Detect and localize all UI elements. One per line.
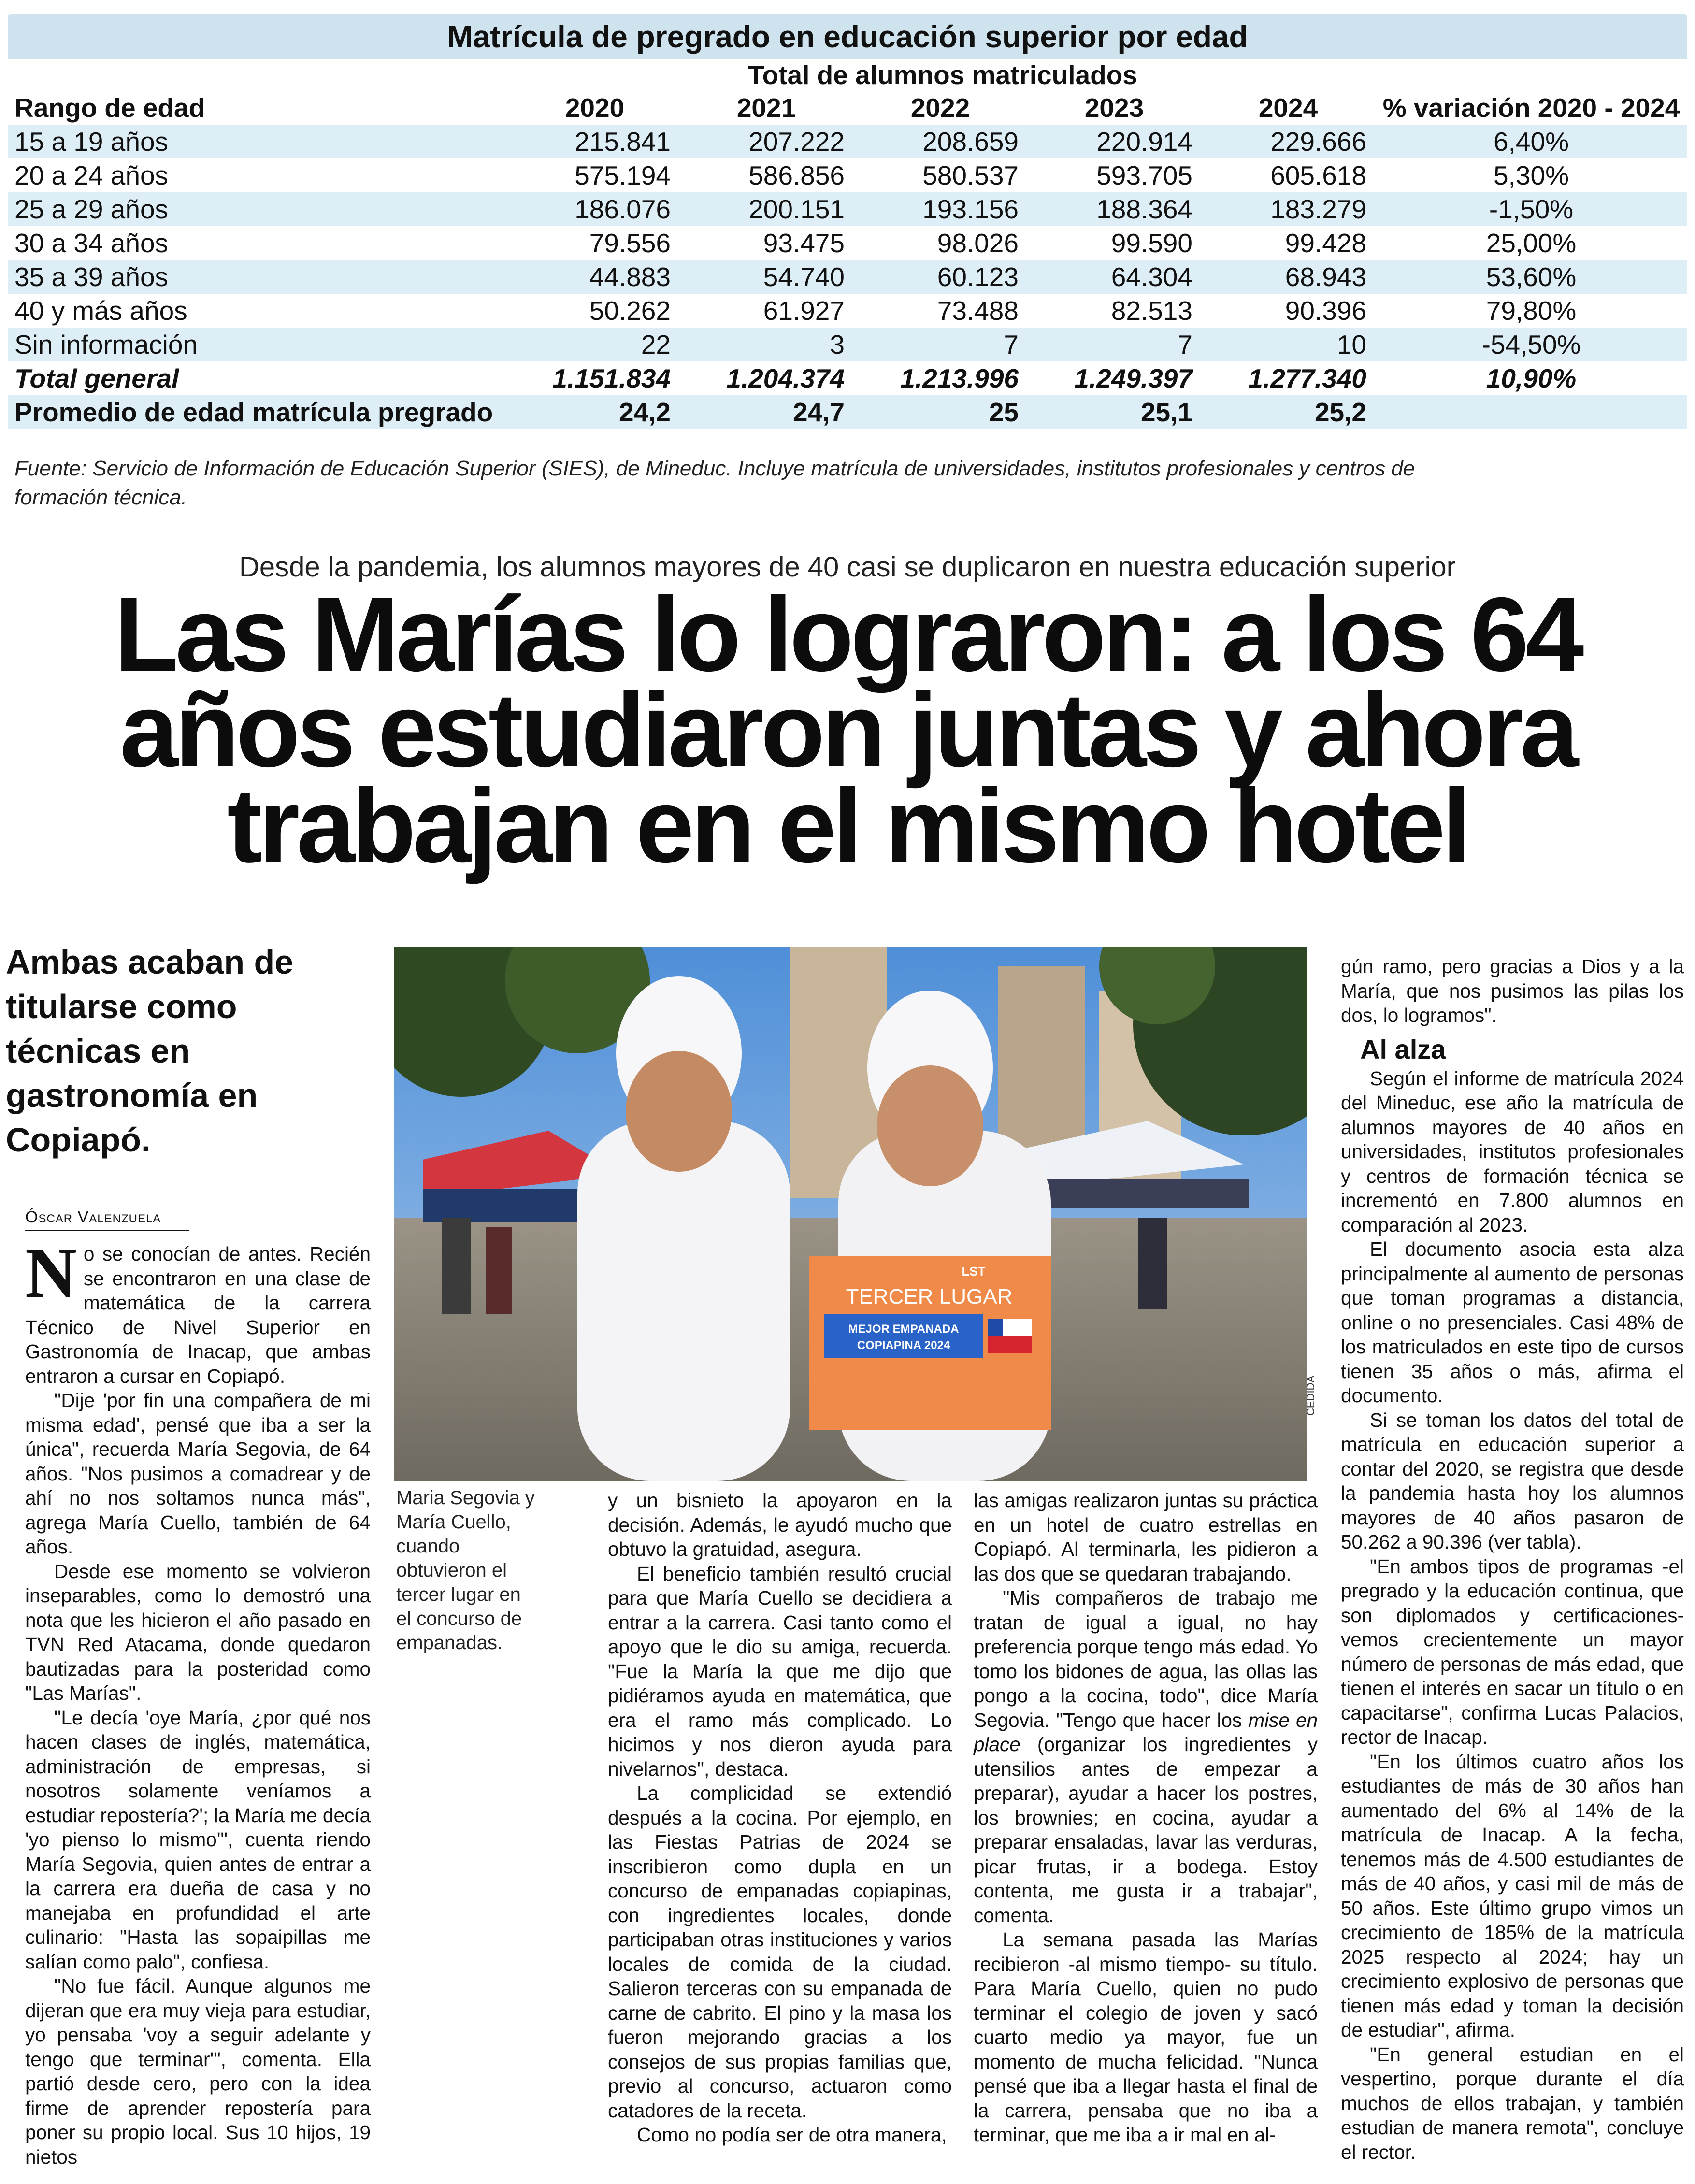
value-cell: 580.537 (922, 160, 1019, 190)
value-cell: 50.262 (589, 296, 671, 326)
value-cell: 98.026 (937, 228, 1019, 258)
paragraph: "En los últimos cuatro años los estudiantes de más de 30 años han aumentado del 6% al 14% de la matrícula de Inacap. A la fecha, tenemos más de 4.500 estudiantes de más de 40 años, y casi mil de más de 50 años. Este último grupo vimos un crecimiento de 185% de la matrícula 2025 respecto al 2024; hay un crecimiento explosivo de personas que tienen más edad y toman la decisión de estudiar", afirma. (1341, 1750, 1684, 2041)
photo-caption: Maria Segovia y María Cuello, cuando obtuvieron el tercer lugar en el concurso de empanadas. (396, 1487, 535, 1653)
table-row (8, 192, 1687, 226)
value-cell: 7 (1027, 328, 1201, 361)
column-header: Rango de edad (14, 93, 205, 123)
sign-copiapina: COPIAPINA 2024 (857, 1339, 950, 1352)
italic-term: mise en place (974, 1709, 1318, 1755)
paragraph: El documento asocia esta alza principalmente al aumento de personas que toman programas a distancia, online o no presenciales. Casi 48% de los matriculados en este tipo de cursos tienen 35 años o más, afirma el documento. (1341, 1238, 1684, 1407)
paragraph: "En general estudian en el vespertino, porque durante el día muchos de ellos trabajan, y también estudian de manera remota", concluye el rector. (1341, 2043, 1684, 2163)
table-title: Matrícula de pregrado en educación superior por edad (8, 14, 1687, 59)
table-row (8, 125, 1687, 158)
byline-rule (25, 1230, 189, 1231)
table-row (8, 328, 1687, 361)
age-range-cell: 20 a 24 años (14, 160, 169, 190)
value-cell: 10 (1201, 328, 1375, 361)
column-header: 2024 (1258, 93, 1318, 123)
table-row (8, 294, 1687, 328)
paragraph (974, 1586, 1318, 1927)
value-cell: 188.364 (1027, 192, 1201, 226)
paragraph: las amigas realizaron juntas su práctica en un hotel de cuatro estrellas en Copiapó. Al terminarla, les pidieron a las dos que se quedaran trabajando. (974, 1489, 1318, 1585)
table-row (8, 158, 1687, 192)
paragraph: La semana pasada las Marías recibieron -al mismo tiempo- su título. Para María Cuello, quien no pudo terminar el colegio de joven y sacó cuarto medio ya mayor, fue un momento de mucha felicidad. "Nunca pensé que iba a llegar hasta el final de la carrera, pensaba que no iba a terminar, que me iba a ir mal en al- (974, 1928, 1318, 2146)
total-cell: 1.213.996 (900, 363, 1019, 393)
table-header-row (8, 91, 1687, 125)
section-subhead: Al alza (1360, 1034, 1446, 1064)
value-cell: 186.076 (510, 192, 679, 226)
paragraph: Según el informe de matrícula 2024 del Mineduc, ese año la matrícula de alumnos mayores de 40 años en universidades, institutos profesionales y centros de formación técnica se incrementó en 7.800 alumnos en comparación al 2023. (1341, 1067, 1684, 1236)
age-range-cell: Sin información (8, 328, 510, 361)
enrollment-table (8, 14, 1687, 429)
value-cell: 82.513 (1111, 296, 1192, 326)
value-cell: 3 (679, 328, 853, 361)
sign-tercer-lugar: TERCER LUGAR (846, 1285, 1013, 1308)
column-header: 2022 (910, 93, 970, 123)
value-cell: 22 (510, 328, 679, 361)
paragraph: "En ambos tipos de programas -el pregrado y la educación continua, que son diplomados y certificaciones- vemos crecientemente un mayor número de personas de más edad, que tienen el interés en sacar un título o en capacitarse", confirma Lucas Palacios, rector de Inacap. (1341, 1555, 1684, 1748)
average-cell: 25,2 (1201, 395, 1375, 429)
average-cell: 25,1 (1027, 395, 1201, 429)
table-subheader: Total de alumnos matriculados (748, 60, 1137, 90)
table-source-note: Fuente: Servicio de Información de Educación Superior (SIES), de Mineduc. Incluye matrícula de universidades, institutos profesionales y centros de formación técnica. (14, 457, 1415, 509)
article-deck: Ambas acaban de titularse como técnicas en gastronomía en Copiapó. (6, 943, 294, 1159)
value-cell: 64.304 (1027, 260, 1201, 294)
paragraph: Desde ese momento se volvieron inseparables, como lo demostró una nota que les hicieron el año pasado en TVN Red Atacama, donde quedaron bautizadas para la posteridad como "Las Marías". (25, 1560, 371, 1704)
paragraph: y un bisnieto la apoyaron en la decisión. Además, le ayudó mucho que obtuvo la gratuidad, asegura. (608, 1489, 952, 1560)
value-cell: 207.222 (679, 125, 853, 158)
paragraph: "Le decía 'oye María, ¿por qué nos hacen clases de inglés, matemática, administración de empresas, si nosotros solamente veníamos a estudiar repostería?'; la María me decía 'yo pienso lo mismo'", cuenta riendo María Segovia, quien antes de entrar a la carrera era dueña de casa y no manejaba en profundidad el arte culinario: "Hasta las sopaipillas me salían como palo", confiesa. (25, 1706, 371, 1973)
total-cell: 1.277.340 (1248, 363, 1367, 393)
paragraph: El beneficio también resultó crucial para que María Cuello se decidiera a entrar a la carrera. Casi tanto como el apoyo que le dio su amiga, recuerda. "Fue la María la que me dijo que pidiéramos ayuda en matemática, que era el ramo más complicado. Lo hicimos y nos dieron ayuda para nivelarnos", destaca. (608, 1562, 952, 1780)
table-average-row (8, 395, 1687, 429)
paragraph: gún ramo, pero gracias a Dios y a la María, que nos pusimos las pilas los dos, lo logramos". (1341, 955, 1684, 1026)
article-kicker: Desde la pandemia, los alumnos mayores de 40 casi se duplicaron en nuestra educación superior (239, 551, 1456, 583)
value-cell: 593.705 (1096, 160, 1192, 190)
value-cell: 44.883 (510, 260, 679, 294)
paragraph: "Dije 'por fin una compañera de mi misma edad', pensé que iba a ser la única", recuerda María Segovia, de 64 años. "Nos pusimos a comadrear y de ahí no nos soltamos nunca más", agrega María Cuello, también de 64 años. (25, 1389, 371, 1558)
value-cell: 99.590 (1111, 228, 1192, 258)
value-cell: 99.428 (1285, 228, 1367, 258)
age-range-cell: 15 a 19 años (8, 125, 510, 158)
value-cell: 54.740 (679, 260, 853, 294)
article-headline: Las Marías lo lograron: a los 64 años estudiaron juntas y ahora trabajan en el mismo hotel (114, 576, 1581, 885)
body-column-2 (608, 1488, 952, 2147)
variation-cell: -1,50% (1375, 192, 1687, 226)
value-cell: 229.666 (1201, 125, 1375, 158)
total-cell: 1.151.834 (552, 363, 671, 393)
variation-cell: 6,40% (1375, 125, 1687, 158)
paragraph-text: o se conocían de antes. Recién se encontraron en una clase de matemática de la carrera Técnico de Nivel Superior en Gastronomía de Inacap, que ambas entraron a cursar en Copiapó. (25, 1243, 371, 1387)
value-cell: 220.914 (1027, 125, 1201, 158)
total-cell: 1.249.397 (1074, 363, 1192, 393)
sign-mejor-empanada: MEJOR EMPANADA (848, 1322, 959, 1336)
value-cell: 193.156 (853, 192, 1027, 226)
sign-logo: LST (962, 1264, 986, 1279)
table-grid (8, 59, 1687, 429)
average-cell: 24,7 (679, 395, 853, 429)
paragraph-text: (organizar los ingredientes y utensilios antes de empezar a preparar), ayudar a hacer los postres, los brownies; en cocina, ayudar a preparar ensaladas, lavar las verduras, picar frutas, ir a bodega. Estoy contenta, me gusta ir a trabajar", comenta. (974, 1733, 1318, 1926)
photo-illustration (394, 947, 1307, 1481)
value-cell: 61.927 (763, 296, 845, 326)
value-cell: 90.396 (1285, 296, 1367, 326)
column-header: % variación 2020 - 2024 (1382, 93, 1680, 123)
paragraph: Como no podía ser de otra manera, (637, 2124, 947, 2146)
value-cell: 79.556 (589, 228, 671, 258)
table-row (8, 260, 1687, 294)
value-cell: 60.123 (853, 260, 1027, 294)
column-header: 2021 (736, 93, 796, 123)
article-photo (394, 947, 1307, 1481)
paragraph-text: "Mis compañeros de trabajo me tratan de igual a igual, no hay preferencia porque tengo más edad. Yo tomo los bidones de agua, las ollas las pongo a la cocina, todo", dice María Segovia. "Tengo que hacer los (974, 1587, 1318, 1731)
age-range-cell: 25 a 29 años (8, 192, 510, 226)
body-column-4 (1341, 954, 1684, 2164)
drop-cap: N (25, 1234, 77, 1313)
total-variation-cell: 10,90% (1486, 363, 1577, 393)
variation-cell: -54,50% (1375, 328, 1687, 361)
column-header: 2023 (1084, 93, 1144, 123)
value-cell: 68.943 (1201, 260, 1375, 294)
average-cell: 24,2 (510, 395, 679, 429)
total-cell: 1.204.374 (726, 363, 845, 393)
variation-cell: 25,00% (1486, 228, 1577, 258)
value-cell: 73.488 (937, 296, 1019, 326)
total-label: Total general (14, 363, 179, 393)
column-header: 2020 (565, 93, 625, 123)
value-cell: 93.475 (763, 228, 845, 258)
value-cell: 208.659 (853, 125, 1027, 158)
variation-cell: 5,30% (1494, 160, 1569, 190)
age-range-cell: 35 a 39 años (8, 260, 510, 294)
average-cell: 25 (853, 395, 1027, 429)
table-row (8, 226, 1687, 260)
paragraph: "No fue fácil. Aunque algunos me dijeran que era muy vieja para estudiar, yo pensaba 'voy a seguir adelante y tengo que terminar'", comenta. Ella partió desde cero, pero con la idea firme de aprender repostería para poner su propio local. Sus 10 hijos, 19 nietos (25, 1975, 371, 2168)
table-total-row (8, 361, 1687, 395)
photo-credit: CEDIDA (1305, 1375, 1317, 1416)
paragraph: Si se toman los datos del total de matrícula en educación superior a contar del 2020, se registra que desde la pandemia hasta hoy los alumnos mayores de 40 años pasaron de 50.262 a 90.396 (ver tabla). (1341, 1408, 1684, 1553)
value-cell: 7 (853, 328, 1027, 361)
age-range-cell: 30 a 34 años (14, 228, 169, 258)
value-cell: 200.151 (679, 192, 853, 226)
average-label: Promedio de edad matrícula pregrado (8, 395, 510, 429)
variation-cell: 79,80% (1486, 296, 1577, 326)
value-cell: 586.856 (748, 160, 845, 190)
byline: Óscar Valenzuela (25, 1208, 161, 1226)
paragraph (25, 1234, 371, 1388)
body-column-3 (974, 1488, 1318, 2147)
value-cell: 183.279 (1201, 192, 1375, 226)
variation-cell: 53,60% (1375, 260, 1687, 294)
body-column-1 (25, 1234, 371, 2169)
value-cell: 605.618 (1270, 160, 1367, 190)
value-cell: 215.841 (510, 125, 679, 158)
paragraph: La complicidad se extendió después a la cocina. Por ejemplo, en las Fiestas Patrias de 2024 se inscribieron como dupla en un concurso de empanadas copiapinas, con ingredientes locales, donde participaban otras instituciones y varios locales de comida de la ciudad. Salieron terceras con su empanada de carne de cabrito. El pino y la masa los fueron mejorando gracias a los consejos de sus propias familias que, previo al concurso, actuaron como catadores de la receta. (608, 1782, 952, 2122)
value-cell: 575.194 (575, 160, 671, 190)
age-range-cell: 40 y más años (14, 296, 187, 326)
